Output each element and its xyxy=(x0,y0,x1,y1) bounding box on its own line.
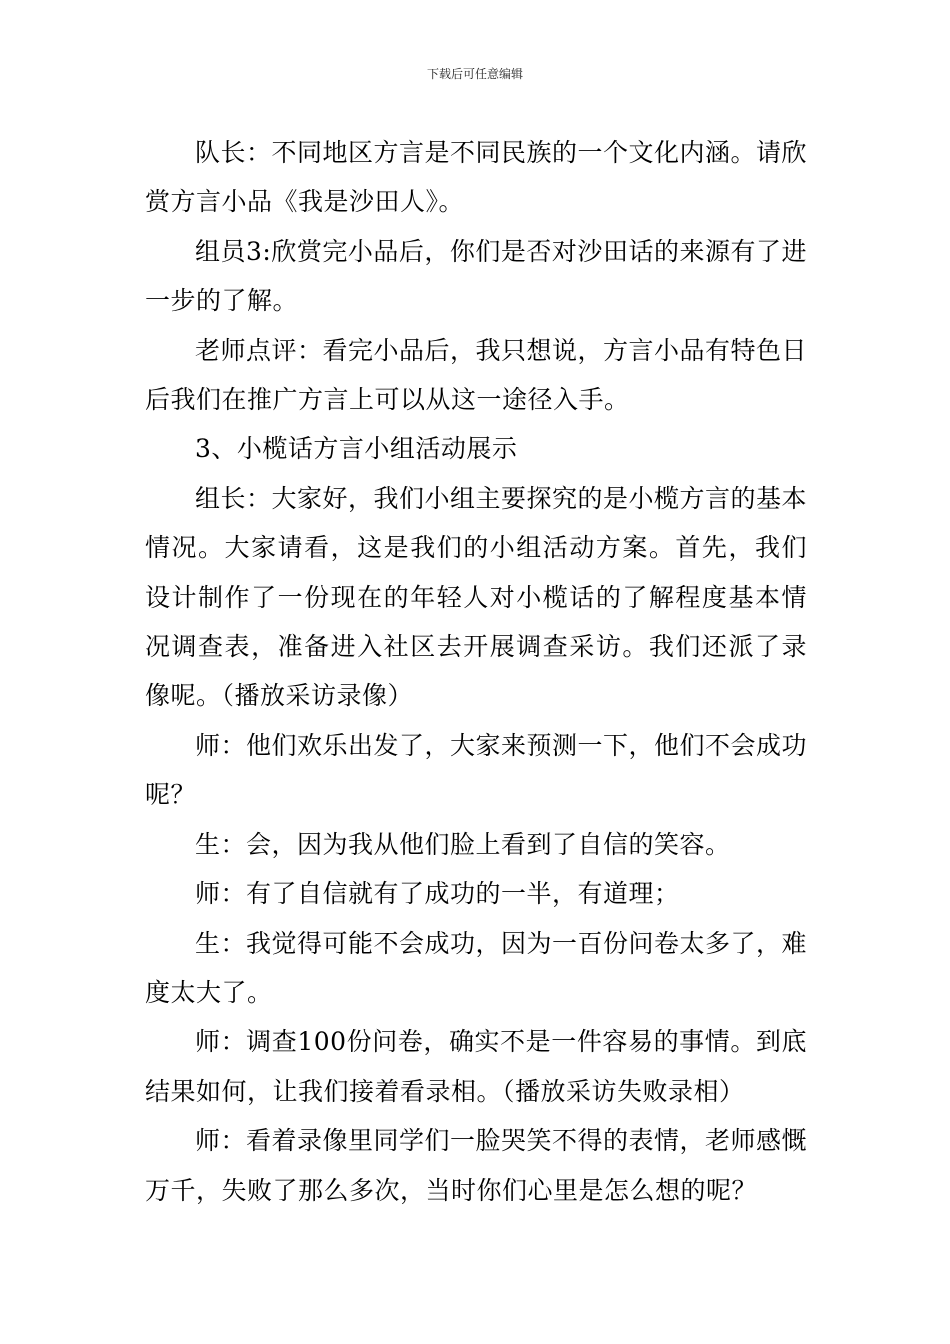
document-body xyxy=(145,128,807,1215)
section-heading-xiaolan: 3、小榄话方言小组活动展示 xyxy=(195,434,518,464)
paragraph-member3: 组员3:欣赏完小品后，你们是否对沙田话的来源有了进一步的了解。 xyxy=(145,236,807,316)
paragraph-teacher-reflection: 师：看着录像里同学们一脸哭笑不得的表情，老师感慨万千，失败了那么多次，当时你们心里是怎么想的呢？ xyxy=(145,1126,808,1205)
paragraph-teacher-comment: 老师点评：看完小品后，我只想说，方言小品有特色日后我们在推广方言上可以从这一途径入手。 xyxy=(145,335,808,415)
paragraph-teacher-confidence: 师：有了自信就有了成功的一半，有道理； xyxy=(195,879,680,909)
paragraph-teacher-predict: 师：他们欢乐出发了，大家来预测一下，他们不会成功呢？ xyxy=(145,730,808,810)
paragraph-group-leader: 组长：大家好，我们小组主要探究的是小榄方言的基本情况。大家请看，这是我们的小组活动方案。首先，我们设计制作了一份现在的年轻人对小榄话的了解程度基本情况调查表，准备进入社区去开展调查采访。我们还派了录像呢。（播放采访录像） xyxy=(145,483,808,711)
page-header: 下载后可任意编辑 xyxy=(426,67,523,81)
paragraph-student-yes: 生：会，因为我从他们脸上看到了自信的笑容。 xyxy=(195,829,731,859)
paragraph-teacher-survey: 师：调查100份问卷，确实不是一件容易的事情。到底结果如何，让我们接着看录相。（播放采访失败录相） xyxy=(145,1027,807,1106)
paragraph-student-no: 生：我觉得可能不会成功，因为一百份问卷太多了，难度太大了。 xyxy=(145,928,808,1007)
paragraph-captain-intro: 队长：不同地区方言是不同民族的一个文化内涵。请欣赏方言小品《我是沙田人》。 xyxy=(145,138,808,217)
